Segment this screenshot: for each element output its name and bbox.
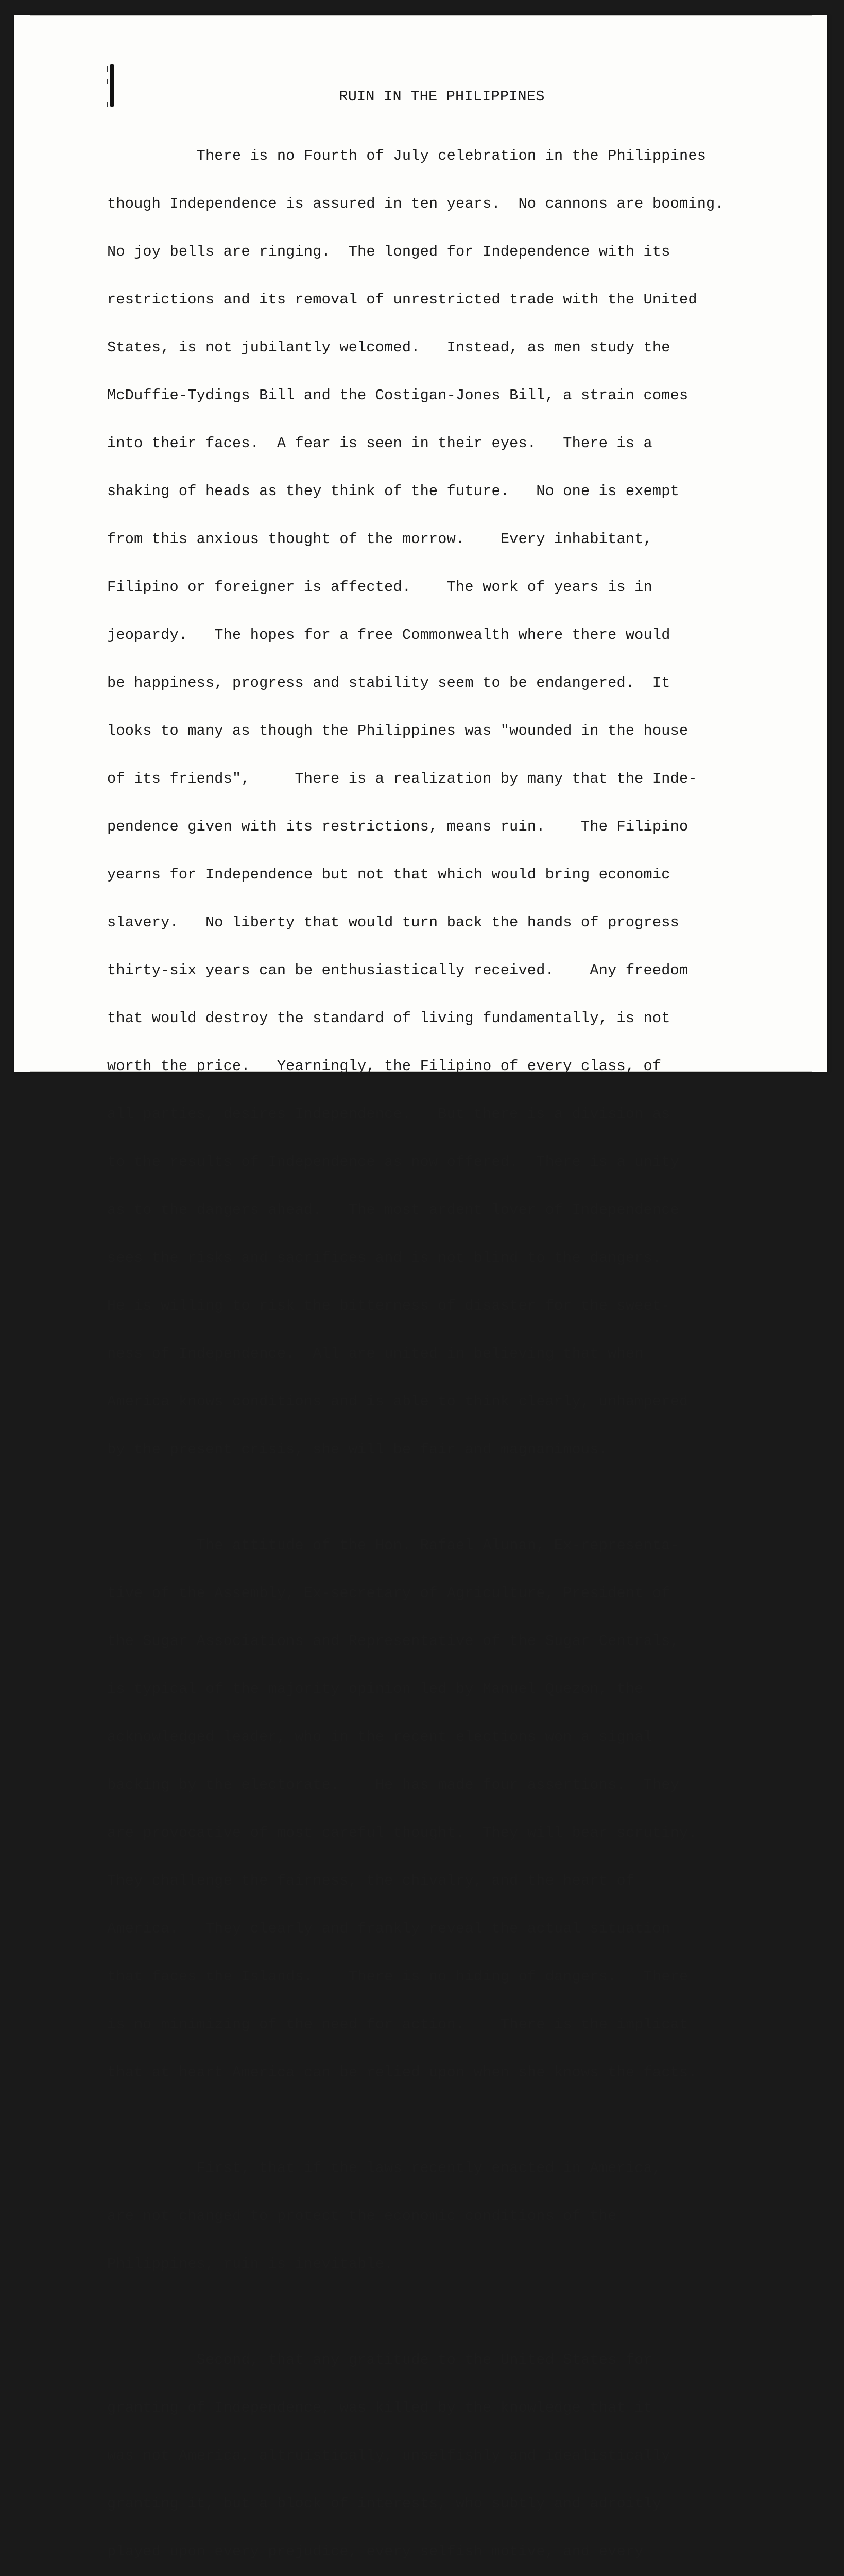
text-line: backing by the electorate. He has made four assertions. They [107, 1776, 679, 1793]
text-line: America. They clearly and frankly reveal the actual situation [107, 1920, 670, 1937]
paragraph-1 [107, 116, 746, 1489]
text-line: by the present crisis, she will be fair and magnanimous. [107, 1441, 608, 1458]
text-line: thirty-six years can be enthusiastically received. Any freedom [107, 962, 688, 979]
text-line: ness of Independence. All are united in believing that when [107, 1345, 644, 1362]
text-line: States, is not jubilantly welcomed. Instead, as men study the [107, 339, 670, 356]
text-line: yearns for Independence but not that which would bring economic [107, 866, 670, 883]
text-line: McDuffie-Tydings Bill and the Costigan-Jones Bill, a strain comes [107, 387, 688, 404]
text-line: America knows conditions and is able to think clearly, unhampered [107, 1393, 688, 1410]
text-line: that at heart America can be relied upon when she knows the facts. [107, 2064, 697, 2081]
text-line: No joy bells are ringing. The longed for Independence with its [107, 243, 670, 260]
text-line: is typical of the majority opinion led by Manuel Quezon, the [107, 1681, 644, 1698]
text-line: tive of the Assembly, Ex-secretary of Agriculture, President of [107, 1585, 670, 1602]
text-line: be happiness, progress and stability seem to be endangered. It [107, 674, 670, 691]
text-line: the Sugar Associations and Representative of the Sugar Centrals, [107, 1633, 679, 1650]
text-line: Filipino or foreigner is affected. The work of years is in [107, 579, 652, 596]
text-line: to the results of Independence as now offered. There is a unity [107, 1154, 679, 1171]
text-line: played upon every prejudice, every selfish motive, and every [107, 2543, 644, 2560]
text-line: is no minimizing of the need for action. There is the implicat [107, 2016, 688, 2033]
text-line: sees the risks and sacrifices and is not blind to the dangers. [107, 1249, 662, 1266]
text-line: restrictions and its removal of unrestricted trade with the United [107, 291, 697, 308]
text-line: pendence given with its restrictions, means ruin. The Filipino [107, 818, 688, 835]
text-line: that faces the Islands. There is no hiding of dangers. There [107, 1968, 688, 1985]
text-line: Philippines, ruin is inevitable. [107, 2256, 393, 2273]
text-line: as to the dangers ahead. The most ardent lover of Independence [107, 1201, 679, 1218]
text-line: of its friends", There is a realization by many that the Inde- [107, 770, 697, 787]
text-line: acknowledged leader, who in the recent elections won a signal [107, 1728, 652, 1745]
text-line: from this anxious thought of the morrow. Every inhabitant, [107, 531, 652, 548]
text-line: shaking of heads as they think of the future. No one is exempt [107, 483, 679, 500]
page-top-edge [30, 15, 812, 16]
text-line: There is no Fourth of July celebration in the Philippines [107, 147, 707, 164]
text-line: worth the price. Yearningly, the Filipino of every class, of [107, 1058, 662, 1075]
paragraph-3 [107, 2128, 746, 2304]
typed-document [107, 89, 746, 2576]
text-line: They challenge the fairness, the chivalry, and the heart of [107, 1872, 635, 1889]
text-line: Second, that any gratitude to the United States for [107, 2351, 652, 2368]
paragraph-4 [107, 2320, 746, 2576]
text-line: granting of Independence, was killed by the knowledge that it [107, 2399, 652, 2416]
text-line: though Independence is assured in ten years. No cannons are booming. [107, 195, 724, 212]
text-line: jeopardy. The hopes for a free Commonwealth where there would [107, 626, 670, 643]
text-line: into their faces. A fear is seen in their eyes. There is a [107, 435, 652, 452]
paper-page [14, 15, 827, 2560]
text-line: slavery. No liberty that would turn back the hands of progress [107, 914, 679, 931]
text-line: The attitude of the Hon. Rafael Alunan, Ex-representa- [107, 1537, 679, 1554]
text-line: granting it, but a block of interests, who subtly and adroitly [107, 2495, 662, 2512]
text-line: was not America, altruistically, unselfishly and idealistically [107, 2447, 670, 2464]
text-line: looks to many as though the Philippines was "wounded in the house [107, 722, 688, 739]
text-line: that would destroy the standard of living fundamentally, is not [107, 1010, 670, 1027]
text-line: all parties, desires Independence. But there is a division as [107, 1106, 670, 1123]
text-line: He is willing to risk the bitterness of disaster for the sweet- [107, 1297, 670, 1314]
paragraph-2 [107, 1505, 746, 2112]
text-line: are not changed to protect the economic conditions of the [107, 2208, 617, 2225]
text-line: are provocative of most careful thought. They will bear scrutiny. [107, 1824, 697, 1841]
text-line: First, that if the laws recently enacted in America, [107, 2160, 662, 2177]
document-title: RUIN IN THE PHILIPPINES [339, 88, 545, 105]
